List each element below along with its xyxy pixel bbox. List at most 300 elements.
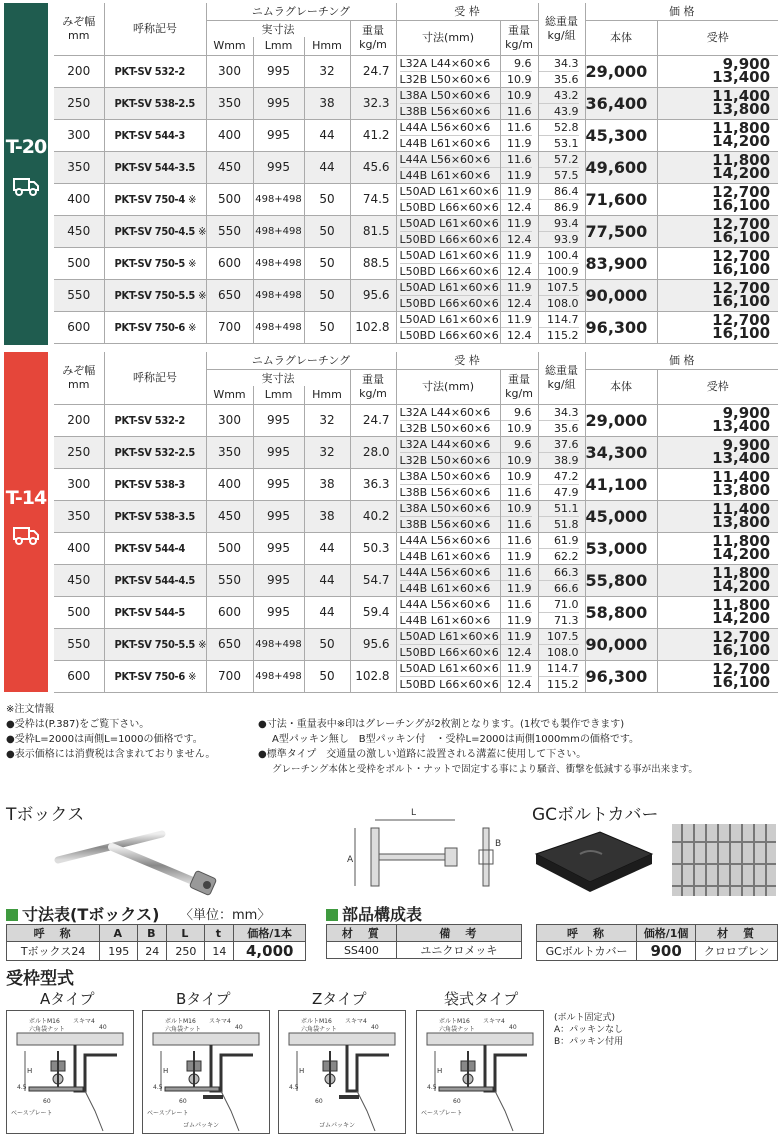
cell-total-weight (538, 119, 585, 151)
cell-frame-weight (500, 87, 538, 119)
th: t (205, 925, 234, 942)
frame-a: L44A L56×60×6 (400, 565, 500, 581)
cell-weight: 36.3 (350, 468, 396, 500)
frame-b: L50BD L66×60×6 (399, 328, 499, 342)
cell-wmm: 400 (206, 468, 253, 500)
cell-weight: 88.5 (350, 247, 396, 279)
table-row (54, 183, 778, 215)
t14-band (4, 352, 48, 692)
cell-code (104, 404, 206, 436)
frame-price-b: 13,400 (712, 68, 771, 86)
cell-frame-dims (396, 500, 500, 532)
frame-a: L32A L44×60×6 (400, 405, 500, 421)
hd-width: みぞ幅 (62, 363, 96, 377)
cell-width (54, 311, 104, 343)
frame-a: L50AD L61×60×6 (399, 661, 499, 675)
code-value: PKT-SV 538-3.5 (114, 509, 195, 523)
total-a: 37.6 (539, 437, 579, 453)
frame-b-weight: 11.6 (507, 517, 532, 531)
cell-weight: 24.7 (350, 404, 396, 436)
total-a: 52.8 (539, 120, 579, 136)
cell-wmm: 600 (206, 596, 253, 628)
frame-b-weight: 12.4 (507, 677, 532, 691)
frame-price-a: 9,900 (722, 436, 771, 454)
note-line: ●標準タイプ 交通量の激しい道路に設置される溝蓋に使用して下さい。 (258, 749, 587, 760)
cell-total-weight (538, 215, 585, 247)
cell-frame-dims (396, 247, 500, 279)
frame-b: L50BD L66×60×6 (399, 296, 499, 310)
dim-40: 40 (235, 1024, 243, 1031)
th: 呼 称 (537, 925, 637, 942)
frame-b-weight: 11.9 (507, 549, 532, 563)
col-code-header: 呼称記号 (104, 352, 206, 404)
total-a: 71.0 (539, 597, 579, 613)
col-total-header (538, 352, 585, 404)
cell-frame-price (657, 564, 778, 596)
cell-frame-weight (500, 247, 538, 279)
cell-body-price: 77,500 (585, 215, 657, 247)
hd-weight: 重量 (362, 372, 385, 386)
cell-frame-weight (500, 215, 538, 247)
hd-total-unit: kg/組 (547, 28, 576, 42)
cell-lmm: 498+498 (253, 660, 304, 692)
frame-types-title: 受枠型式 (6, 969, 74, 989)
hd-fweight: 重量 (508, 23, 531, 37)
cell-frame-dims (396, 87, 500, 119)
width-value: 350 (67, 509, 91, 523)
col-grating-header: ニムラグレーチング (206, 352, 396, 369)
td: 4,000 (234, 942, 306, 961)
code-value: PKT-SV 538-2.5 (114, 96, 195, 110)
frame-b-weight: 11.9 (507, 613, 532, 627)
total-a: 66.3 (539, 565, 579, 581)
frame-price-b: 16,100 (712, 292, 771, 310)
cell-wmm: 350 (206, 87, 253, 119)
cell-total-weight (538, 55, 585, 87)
total-b: 53.1 (554, 136, 579, 150)
cell-frame-weight (500, 119, 538, 151)
cell-frame-price (657, 247, 778, 279)
width-value: 250 (67, 445, 91, 459)
total-b: 108.0 (547, 645, 579, 659)
total-b: 35.6 (554, 72, 579, 86)
col-dims-header: 実寸法 (206, 20, 350, 37)
cell-code (104, 660, 206, 692)
cell-code (104, 87, 206, 119)
cell-frame-weight (500, 183, 538, 215)
cell-hmm: 44 (304, 596, 350, 628)
frame-b: L50BD L66×60×6 (399, 264, 499, 278)
cell-frame-weight (500, 564, 538, 596)
width-value: 500 (67, 605, 91, 619)
frame-price-a: 12,700 (712, 311, 771, 329)
order-notes (6, 702, 256, 762)
cell-body-price: 49,600 (585, 151, 657, 183)
frame-b: L32B L50×60×6 (399, 421, 491, 435)
frame-price-b: 14,200 (712, 545, 771, 563)
hd-weight: 重量 (362, 23, 385, 37)
total-a: 43.2 (539, 88, 579, 104)
frame-type-a-title: Aタイプ (40, 990, 95, 1008)
legend-line: B：パッキン付用 (554, 1037, 624, 1047)
cell-code (104, 151, 206, 183)
cell-total-weight (538, 279, 585, 311)
dim-B: B (495, 839, 502, 849)
col-frame-dims-header: 寸法(mm) (396, 20, 500, 55)
frame-a-weight: 11.9 (501, 216, 532, 232)
cell-frame-price (657, 279, 778, 311)
cell-frame-price (657, 500, 778, 532)
frame-a-weight: 9.6 (501, 437, 532, 453)
tbox-dimension-drawing (345, 800, 515, 892)
cell-body-price: 29,000 (585, 404, 657, 436)
frame-a-weight: 11.9 (501, 280, 532, 296)
t20-label: T-20 (5, 136, 47, 158)
cell-frame-price (657, 404, 778, 436)
col-hmm-header: Hmm (304, 386, 350, 404)
cell-weight: 24.7 (350, 55, 396, 87)
cell-code (104, 564, 206, 596)
frame-a: L32A L44×60×6 (400, 437, 500, 453)
cell-width (54, 279, 104, 311)
cell-frame-weight (500, 468, 538, 500)
cell-width (54, 404, 104, 436)
frame-b-weight: 12.4 (507, 264, 532, 278)
code-value: PKT-SV 750-5.5 (114, 288, 195, 302)
td: 250 (167, 942, 205, 961)
cell-frame-price (657, 311, 778, 343)
frame-price-b: 13,400 (712, 449, 771, 467)
frame-price-a: 12,700 (712, 215, 771, 233)
square-bullet-icon (6, 909, 18, 921)
total-a: 107.5 (539, 280, 579, 296)
cell-hmm: 50 (304, 247, 350, 279)
th: 材 質 (327, 925, 397, 942)
table-row (54, 87, 778, 119)
frame-type-fukuro-title: 袋式タイプ (444, 990, 519, 1008)
cell-lmm: 498+498 (253, 183, 304, 215)
square-bullet-icon (326, 909, 338, 921)
base-label: ベースプレート (147, 1110, 189, 1117)
cell-frame-price (657, 468, 778, 500)
frame-price-a: 11,400 (712, 468, 771, 486)
cell-frame-price (657, 596, 778, 628)
cell-body-price: 96,300 (585, 311, 657, 343)
cell-code (104, 436, 206, 468)
frame-b-weight: 11.9 (507, 168, 532, 182)
col-width-header (54, 352, 104, 404)
dim-45: 4.5 (153, 1084, 163, 1091)
total-a: 93.4 (539, 216, 579, 232)
dim-60: 60 (43, 1098, 51, 1105)
frame-price-b: 16,100 (712, 324, 771, 342)
cell-code (104, 119, 206, 151)
td: 195 (100, 942, 138, 961)
cell-total-weight (538, 660, 585, 692)
total-a: 114.7 (539, 661, 579, 677)
cell-total-weight (538, 247, 585, 279)
cell-total-weight (538, 311, 585, 343)
cell-wmm: 450 (206, 500, 253, 532)
col-total-header (538, 3, 585, 55)
frame-b-weight: 10.9 (507, 453, 532, 467)
total-b: 66.6 (554, 581, 579, 595)
total-a: 86.4 (539, 184, 579, 200)
spec-notes (258, 717, 778, 777)
col-grating-header: ニムラグレーチング (206, 3, 396, 20)
tbox-table-title-text: 寸法表(Tボックス) (22, 905, 160, 924)
hd-fweight: 重量 (508, 372, 531, 386)
frame-b-weight: 11.9 (507, 581, 532, 595)
cell-hmm: 32 (304, 436, 350, 468)
split-mark: ※ (198, 224, 206, 238)
cell-frame-dims (396, 55, 500, 87)
col-frame-weight-header (500, 20, 538, 55)
cell-hmm: 50 (304, 183, 350, 215)
code-value: PKT-SV 544-3 (114, 128, 185, 142)
cell-code (104, 500, 206, 532)
cell-width (54, 87, 104, 119)
frame-section-drawing (143, 1011, 269, 1133)
split-mark: ※ (188, 256, 197, 270)
width-value: 500 (67, 256, 91, 270)
code-value: PKT-SV 750-4.5 (114, 224, 195, 238)
cell-wmm: 700 (206, 660, 253, 692)
frame-cross-section-1 (142, 1010, 270, 1134)
table-row (54, 660, 778, 692)
code-value: PKT-SV 750-6 (114, 669, 185, 683)
dim-45: 4.5 (17, 1084, 27, 1091)
truck-icon (13, 175, 39, 197)
width-value: 600 (67, 669, 91, 683)
cell-frame-dims (396, 311, 500, 343)
cell-lmm: 498+498 (253, 311, 304, 343)
frame-b-weight: 12.4 (507, 296, 532, 310)
cell-hmm: 44 (304, 532, 350, 564)
frame-type-b-title: Bタイプ (176, 990, 231, 1008)
cell-frame-weight (500, 404, 538, 436)
cell-hmm: 38 (304, 87, 350, 119)
frame-price-a: 12,700 (712, 628, 771, 646)
gc-table (536, 924, 778, 961)
hd-total: 総重量 (545, 14, 579, 28)
table-row (54, 468, 778, 500)
hd-weight-unit: kg/m (359, 37, 387, 51)
nut-label: 六角袋ナット (29, 1026, 65, 1033)
td: 14 (205, 942, 234, 961)
th: A (100, 925, 138, 942)
cell-body-price: 55,800 (585, 564, 657, 596)
dim-40: 40 (371, 1024, 379, 1031)
frame-b: L38B L56×60×6 (399, 485, 491, 499)
total-a: 107.5 (539, 629, 579, 645)
cell-wmm: 450 (206, 151, 253, 183)
frame-b-weight: 11.9 (507, 136, 532, 150)
cell-frame-weight (500, 532, 538, 564)
cell-weight: 95.6 (350, 628, 396, 660)
th: L (167, 925, 205, 942)
frame-b: L44B L61×60×6 (399, 136, 491, 150)
cell-frame-dims (396, 532, 500, 564)
cell-wmm: 700 (206, 311, 253, 343)
th: 価格/1本 (234, 925, 306, 942)
cell-frame-weight (500, 55, 538, 87)
cell-total-weight (538, 151, 585, 183)
cell-lmm: 995 (253, 55, 304, 87)
cell-wmm: 350 (206, 436, 253, 468)
table-row (54, 404, 778, 436)
frame-price-b: 13,800 (712, 481, 771, 499)
frame-a-weight: 11.9 (501, 184, 532, 200)
code-value: PKT-SV 544-4 (114, 541, 185, 555)
split-mark: ※ (198, 637, 206, 651)
table-row (54, 279, 778, 311)
cell-width (54, 596, 104, 628)
frame-legend (554, 1012, 623, 1048)
total-b: 62.2 (554, 549, 579, 563)
base-label: ベースプレート (11, 1110, 53, 1117)
cell-hmm: 44 (304, 151, 350, 183)
frame-a-weight: 11.9 (501, 312, 532, 328)
nut-label: 六角袋ナット (301, 1026, 337, 1033)
cell-code (104, 55, 206, 87)
bolt-label: ボルトM16 (29, 1018, 60, 1025)
cell-hmm: 38 (304, 468, 350, 500)
width-value: 450 (67, 224, 91, 238)
th: 呼 称 (7, 925, 100, 942)
cell-body-price: 34,300 (585, 436, 657, 468)
cell-weight: 81.5 (350, 215, 396, 247)
rubber-label: ゴムパッキン (183, 1122, 219, 1129)
width-value: 600 (67, 320, 91, 334)
cell-total-weight (538, 436, 585, 468)
frame-a: L38A L50×60×6 (400, 469, 500, 485)
table-row (54, 532, 778, 564)
code-value: PKT-SV 532-2 (114, 64, 185, 78)
frame-b: L50BD L66×60×6 (399, 232, 499, 246)
table-row (54, 500, 778, 532)
frame-cross-section-3 (416, 1010, 544, 1134)
frame-a: L44A L56×60×6 (400, 120, 500, 136)
cell-lmm: 498+498 (253, 279, 304, 311)
col-hmm-header: Hmm (304, 37, 350, 55)
cell-frame-price (657, 87, 778, 119)
total-b: 115.2 (547, 328, 579, 342)
table-row (54, 119, 778, 151)
cell-wmm: 550 (206, 564, 253, 596)
dim-h: H (163, 1067, 169, 1075)
dim-45: 4.5 (427, 1084, 437, 1091)
table-row (54, 628, 778, 660)
cell-total-weight (538, 468, 585, 500)
parts-table (326, 924, 522, 959)
gap-label: スキマ4 (345, 1018, 367, 1025)
cell-hmm: 38 (304, 500, 350, 532)
cell-width (54, 119, 104, 151)
table-row (54, 151, 778, 183)
cell-frame-price (657, 628, 778, 660)
dim-45: 4.5 (289, 1084, 299, 1091)
frame-a: L50AD L61×60×6 (399, 216, 499, 230)
frame-a: L44A L56×60×6 (400, 597, 500, 613)
gap-label: スキマ4 (73, 1018, 95, 1025)
frame-b: L32B L50×60×6 (399, 453, 491, 467)
col-dims-header: 実寸法 (206, 369, 350, 386)
code-value: PKT-SV 544-3.5 (114, 160, 195, 174)
td: GCボルトカバー (537, 942, 637, 961)
col-lmm-header: Lmm (253, 37, 304, 55)
frame-b: L44B L61×60×6 (399, 613, 491, 627)
hd-width-unit: mm (68, 28, 90, 42)
cell-code (104, 596, 206, 628)
cell-hmm: 44 (304, 564, 350, 596)
frame-b: L32B L50×60×6 (399, 72, 491, 86)
frame-price-b: 16,100 (712, 641, 771, 659)
table-row (54, 564, 778, 596)
dim-h: H (299, 1067, 305, 1075)
frame-price-b: 16,100 (712, 228, 771, 246)
truck-icon (13, 524, 39, 546)
cell-frame-dims (396, 404, 500, 436)
cell-hmm: 32 (304, 55, 350, 87)
cell-body-price: 29,000 (585, 55, 657, 87)
code-value: PKT-SV 544-5 (114, 605, 185, 619)
frame-a: L50AD L61×60×6 (399, 184, 499, 198)
cell-width (54, 215, 104, 247)
parts-table-title (326, 902, 422, 925)
frame-section-drawing (279, 1011, 405, 1133)
frame-price-b: 13,800 (712, 513, 771, 531)
cell-total-weight (538, 628, 585, 660)
frame-b-weight: 11.6 (507, 104, 532, 118)
note-line: A型パッキン無し B型パッキン付 ・受枠L=2000は両側1000mmの価格です。 (272, 734, 640, 745)
rubber-label: ゴムパッキン (319, 1122, 355, 1129)
cell-wmm: 400 (206, 119, 253, 151)
t20-spec-table (54, 3, 778, 344)
cell-width (54, 468, 104, 500)
frame-cross-section-0 (6, 1010, 134, 1134)
table-row (54, 215, 778, 247)
cell-frame-weight (500, 436, 538, 468)
th: 材 質 (696, 925, 778, 942)
t14-spec-table (54, 352, 778, 693)
base-label: ベースプレート (421, 1110, 463, 1117)
frame-b-weight: 12.4 (507, 200, 532, 214)
col-lmm-header: Lmm (253, 386, 304, 404)
total-a: 114.7 (539, 312, 579, 328)
col-weight-header (350, 20, 396, 55)
td: 24 (138, 942, 167, 961)
cell-frame-dims (396, 660, 500, 692)
cell-lmm: 498+498 (253, 628, 304, 660)
cell-frame-price (657, 119, 778, 151)
grating-photo (672, 824, 776, 896)
total-b: 86.9 (554, 200, 579, 214)
cell-frame-weight (500, 279, 538, 311)
frame-price-a: 9,900 (722, 55, 771, 73)
frame-a-weight: 9.6 (501, 56, 532, 72)
cell-body-price: 71,600 (585, 183, 657, 215)
code-value: PKT-SV 750-5.5 (114, 637, 195, 651)
frame-price-b: 13,800 (712, 100, 771, 118)
cell-lmm: 995 (253, 436, 304, 468)
frame-price-b: 14,200 (712, 164, 771, 182)
cell-frame-price (657, 151, 778, 183)
cell-total-weight (538, 596, 585, 628)
cell-frame-price (657, 532, 778, 564)
cell-weight: 95.6 (350, 279, 396, 311)
col-frame-dims-header: 寸法(mm) (396, 369, 500, 404)
